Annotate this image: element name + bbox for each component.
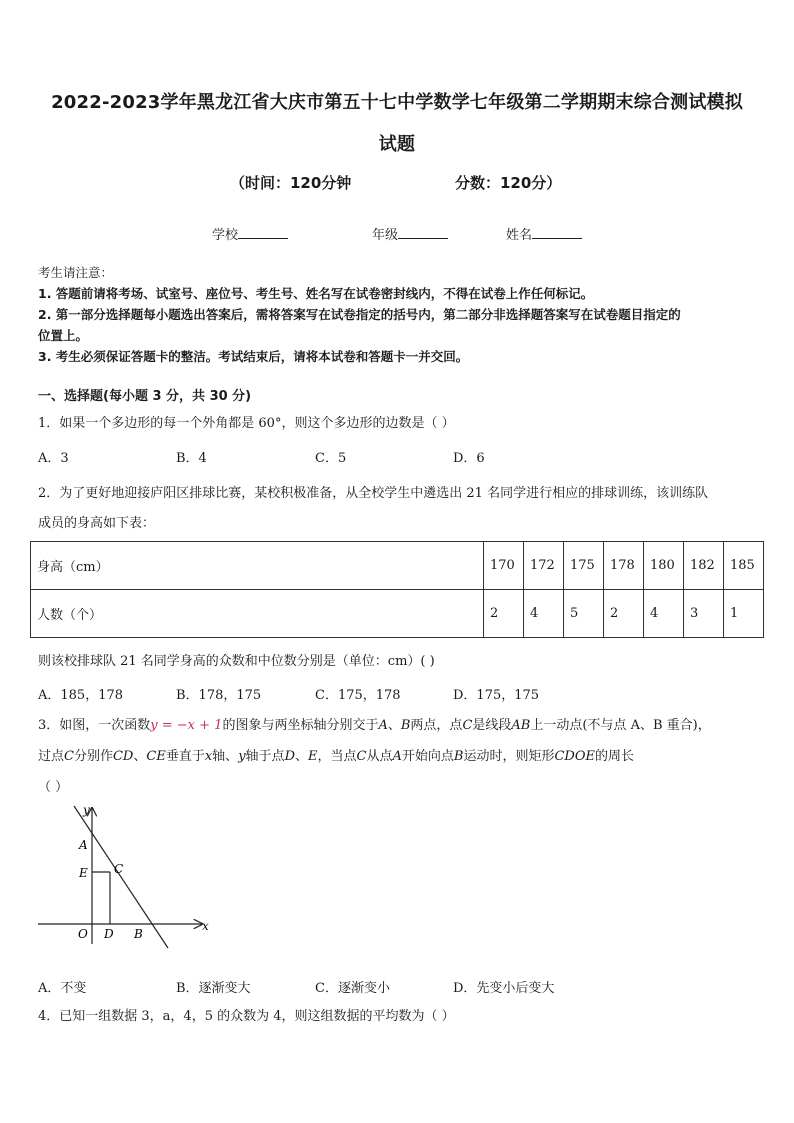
function-line	[74, 806, 168, 948]
q3-text: 的周长	[595, 749, 635, 764]
q3-var: CDOE	[554, 749, 596, 764]
label-o: O	[78, 927, 88, 941]
q3-text: 过点	[38, 749, 65, 764]
q1-option-a[interactable]: A．3	[38, 451, 69, 466]
page-title-line2: 试题	[378, 134, 416, 155]
label-x: x	[202, 919, 209, 933]
q3-text: 、	[133, 749, 147, 764]
grade-blank[interactable]	[398, 226, 448, 239]
q3-text: ，当点	[317, 749, 357, 764]
q3-text: 分别作	[73, 749, 113, 764]
q3-var: y	[238, 749, 246, 764]
q3-text: 、	[387, 718, 401, 733]
table-cell: 5	[564, 590, 604, 638]
q2-stem-line1: 2．为了更好地迎接庐阳区排球比赛，某校积极准备，从全校学生中遴选出 21 名同学进行相应的排球训练，该训练队	[38, 486, 709, 501]
q3-text: 、	[295, 749, 309, 764]
table-cell: 185	[724, 542, 764, 590]
label-a: A	[79, 838, 88, 852]
table-cell: 170	[484, 542, 524, 590]
q3-option-a[interactable]: A．不变	[38, 981, 87, 996]
label-y: y	[83, 803, 90, 817]
label-d: D	[104, 927, 114, 941]
name-blank[interactable]	[532, 226, 582, 239]
name-field	[506, 224, 582, 243]
notice-item: 位置上。	[38, 328, 89, 343]
label-b: B	[134, 927, 143, 941]
q3-text: 的图象与两坐标轴分别交于	[222, 718, 379, 733]
school-field	[212, 224, 288, 243]
q3-var: C	[356, 749, 367, 764]
table-cell: 182	[684, 542, 724, 590]
table-cell: 4	[524, 590, 564, 638]
school-label: 学校	[212, 228, 239, 243]
q3-text: 是线段	[472, 718, 512, 733]
grade-label: 年级	[372, 228, 399, 243]
table-row-label: 身高（cm）	[31, 542, 484, 590]
section-heading: 一、选择题(每小题 3 分，共 30 分)	[38, 389, 252, 404]
q3-var: C	[462, 718, 473, 733]
q3-text: 开始向点	[401, 749, 454, 764]
notice-item: 2. 第一部分选择题每小题选出答案后，需将答案写在试卷指定的括号内，第二部分非选择题答案写在试卷题目指定的	[38, 307, 681, 322]
table-cell: 2	[604, 590, 644, 638]
label-e: E	[79, 866, 88, 880]
notice-item: 1. 答题前请将考场、试室号、座位号、考生号、姓名写在试卷密封线内，不得在试卷上作任何标记。	[38, 286, 594, 301]
table-cell: 4	[644, 590, 684, 638]
label-c: C	[114, 862, 124, 876]
q3-var: A	[378, 718, 388, 733]
school-blank[interactable]	[238, 226, 288, 239]
table-cell: 178	[604, 542, 644, 590]
q3-var: CD	[112, 749, 134, 764]
notice-item: 3. 考生必须保证答题卡的整洁。考试结束后，请将本试卷和答题卡一并交回。	[38, 349, 469, 364]
q3-text: 从点	[366, 749, 393, 764]
q3-coordinate-figure	[30, 800, 220, 950]
q3-text: 3．如图，一次函数	[38, 718, 151, 733]
q3-var: AB	[511, 718, 531, 733]
q3-text: 轴、	[212, 749, 239, 764]
table-cell: 172	[524, 542, 564, 590]
q3-var: E	[308, 749, 318, 764]
q3-var: D	[284, 749, 295, 764]
q3-var: B	[400, 718, 411, 733]
q3-text: 两点，点	[410, 718, 463, 733]
table-row	[31, 590, 764, 638]
q3-answer-bracket: （ ）	[38, 780, 69, 795]
exam-time: （时间：120分钟	[230, 174, 352, 192]
q2-option-a[interactable]: A．185，178	[38, 688, 124, 703]
q3-var: C	[64, 749, 74, 764]
table-cell: 1	[724, 590, 764, 638]
q1-option-d[interactable]: D．6	[453, 451, 485, 466]
q1-stem: 1．如果一个多边形的每一个外角都是 60°，则这个多边形的边数是（ ）	[38, 416, 455, 431]
q3-option-c[interactable]: C．逐渐变小	[315, 981, 390, 996]
name-label: 姓名	[506, 228, 533, 243]
q3-text: 运动时，则矩形	[463, 749, 555, 764]
table-cell: 3	[684, 590, 724, 638]
q3-stem-line2	[38, 747, 788, 767]
q3-stem-line1	[38, 716, 788, 736]
notice-heading: 考生请注意：	[38, 265, 114, 280]
table-cell: 180	[644, 542, 684, 590]
q1-option-b[interactable]: B．4	[176, 451, 207, 466]
height-table	[30, 541, 764, 638]
exam-score: 分数：120分）	[455, 174, 562, 192]
q3-var: x	[204, 749, 213, 764]
q3-option-b[interactable]: B．逐渐变大	[176, 981, 251, 996]
grade-field	[372, 224, 448, 243]
q3-option-d[interactable]: D．先变小后变大	[453, 981, 555, 996]
q2-option-c[interactable]: C．175，178	[315, 688, 401, 703]
table-cell: 175	[564, 542, 604, 590]
table-row-label: 人数（个）	[31, 590, 484, 638]
q1-option-c[interactable]: C．5	[315, 451, 347, 466]
q3-var: CE	[146, 749, 166, 764]
q2-option-b[interactable]: B．178，175	[176, 688, 262, 703]
q3-var: B	[453, 749, 464, 764]
q4-stem: 4．已知一组数据 3，a，4，5 的众数为 4，则这组数据的平均数为（ ）	[38, 1009, 455, 1024]
notice-block	[38, 262, 768, 367]
q3-text: 垂直于	[165, 749, 205, 764]
q3-var: A	[392, 749, 402, 764]
table-row	[31, 542, 764, 590]
q2-option-d[interactable]: D．175，175	[453, 688, 540, 703]
q3-function: y = −x + 1	[150, 718, 223, 733]
page-title-line1: 2022-2023学年黑龙江省大庆市第五十七中学数学七年级第二学期期末综合测试模拟	[51, 92, 743, 113]
table-cell: 2	[484, 590, 524, 638]
q2-question: 则该校排球队 21 名同学身高的众数和中位数分别是（单位：cm）( )	[38, 654, 435, 669]
q3-text: 轴于点	[245, 749, 285, 764]
q2-stem-line2: 成员的身高如下表：	[38, 516, 156, 531]
q3-text: 上一动点(不与点 A、B 重合)，	[530, 718, 711, 733]
